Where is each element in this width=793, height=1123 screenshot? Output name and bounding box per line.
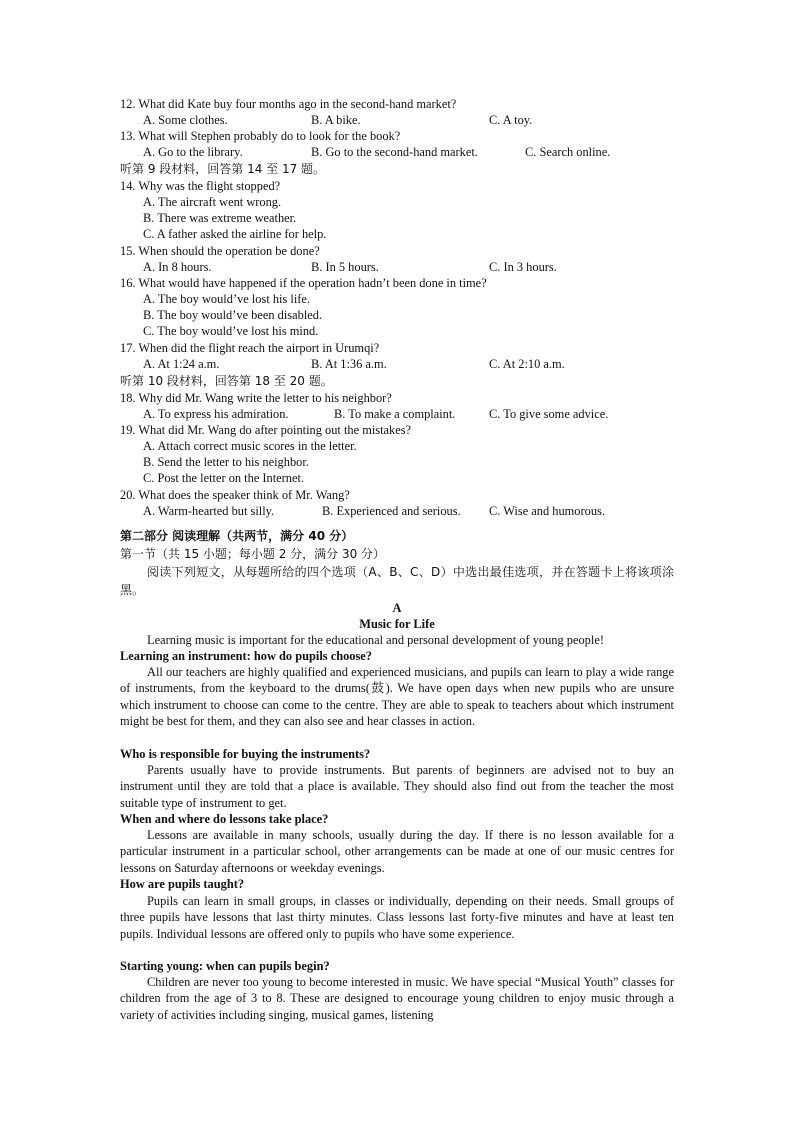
paragraph-buying-instruments: Parents usually have to provide instruments. But parents of beginners are advised not to buy an instrument until they are told that a place is available. They should also find out from the teacher the most suitable type of instrument to get.: [120, 763, 674, 810]
passage-intro: Learning music is important for the educational and personal development of young people!: [147, 633, 604, 647]
question-17-stem: 17. When did the flight reach the airport in Urumqi?: [120, 341, 380, 355]
paragraph-choose-instrument: All our teachers are highly qualified and experienced musicians, and pupils can learn to play a wide range of instruments, from the keyboard to the drums(鼓). We have open days when new pupils who are unsure which instrument to choose can come to the centre. They are able to speak to teachers about which instrument might be best for them, and they can also see and hear classes in action.: [120, 665, 674, 728]
question-18-option-b: B. To make a complaint.: [334, 407, 456, 421]
question-16-option-a: A. The boy would’ve lost his life.: [143, 292, 311, 306]
question-18-option-a: A. To express his admiration.: [143, 407, 289, 421]
question-13-stem: 13. What will Stephen probably do to look for the book?: [120, 129, 401, 143]
question-20-option-b: B. Experienced and serious.: [322, 504, 461, 518]
reading-section-title: 第一节（共 15 小题；每小题 2 分，满分 30 分）: [120, 547, 386, 561]
question-18-stem: 18. Why did Mr. Wang write the letter to his neighbor?: [120, 391, 392, 405]
question-12-option-b: B. A bike.: [311, 113, 361, 127]
question-16-stem: 16. What would have happened if the operation hadn’t been done in time?: [120, 276, 487, 290]
paragraph-starting-young: Children are never too young to become interested in music. We have special “Musical Youth” classes for children from the age of 3 to 8. These are designed to encourage young children to enjoy music through a variety of activities including singing, musical games, listening: [120, 975, 674, 1022]
question-15-stem: 15. When should the operation be done?: [120, 244, 320, 258]
question-18-option-c: C. To give some advice.: [489, 407, 609, 421]
section-9-instruction: 听第 9 段材料，回答第 14 至 17 题。: [120, 162, 326, 176]
section-10-instruction: 听第 10 段材料，回答第 18 至 20 题。: [120, 374, 333, 388]
question-12-option-a: A. Some clothes.: [143, 113, 228, 127]
heading-starting-young: Starting young: when can pupils begin?: [120, 959, 330, 973]
question-17-option-a: A. At 1:24 a.m.: [143, 357, 220, 371]
question-16-option-b: B. The boy would’ve been disabled.: [143, 308, 323, 322]
question-20-stem: 20. What does the speaker think of Mr. Wang?: [120, 488, 350, 502]
question-16-option-c: C. The boy would’ve lost his mind.: [143, 324, 319, 338]
question-20-option-c: C. Wise and humorous.: [489, 504, 605, 518]
question-14-option-c: C. A father asked the airline for help.: [143, 227, 327, 241]
question-20-option-a: A. Warm-hearted but silly.: [143, 504, 275, 518]
question-14-option-b: B. There was extreme weather.: [143, 211, 297, 225]
question-15-option-a: A. In 8 hours.: [143, 260, 212, 274]
question-13-option-a: A. Go to the library.: [143, 145, 243, 159]
question-19-stem: 19. What did Mr. Wang do after pointing out the mistakes?: [120, 423, 412, 437]
question-12-stem: 12. What did Kate buy four months ago in the second-hand market?: [120, 97, 457, 111]
passage-letter: A: [392, 601, 402, 615]
question-13-option-c: C. Search online.: [525, 145, 611, 159]
question-19-option-b: B. Send the letter to his neighbor.: [143, 455, 309, 469]
question-19-option-c: C. Post the letter on the Internet.: [143, 471, 305, 485]
question-15-option-b: B. In 5 hours.: [311, 260, 379, 274]
question-17-option-b: B. At 1:36 a.m.: [311, 357, 387, 371]
heading-buying-instruments: Who is responsible for buying the instruments?: [120, 747, 371, 761]
question-15-option-c: C. In 3 hours.: [489, 260, 557, 274]
question-14-stem: 14. Why was the flight stopped?: [120, 179, 281, 193]
question-13-option-b: B. Go to the second-hand market.: [311, 145, 478, 159]
paragraph-how-taught: Pupils can learn in small groups, in classes or individually, depending on their needs. Small groups of three pupils have lessons that last thirty minutes. Class lessons last forty-five minutes and have at least ten pupils. Individual lessons are offered only to pupils who have some experience.: [120, 894, 674, 941]
question-14-option-a: A. The aircraft went wrong.: [143, 195, 282, 209]
heading-choose-instrument: Learning an instrument: how do pupils choose?: [120, 649, 372, 663]
question-12-option-c: C. A toy.: [489, 113, 533, 127]
question-19-option-a: A. Attach correct music scores in the letter.: [143, 439, 357, 453]
reading-part-title: 第二部分 阅读理解（共两节，满分 40 分）: [120, 529, 354, 543]
reading-instructions: 阅读下列短文，从每题所给的四个选项（A、B、C、D）中选出最佳选项，并在答题卡上将该项涂黑。: [120, 565, 674, 597]
passage-title: Music for Life: [359, 617, 435, 631]
heading-lessons-place: When and where do lessons take place?: [120, 812, 329, 826]
heading-how-taught: How are pupils taught?: [120, 877, 245, 891]
question-17-option-c: C. At 2:10 a.m.: [489, 357, 565, 371]
paragraph-lessons-place: Lessons are available in many schools, usually during the day. If there is no lesson available for a particular instrument in a particular school, other arrangements can be made at one of our music centres for lessons on Saturday afternoons or weekday evenings.: [120, 828, 674, 875]
